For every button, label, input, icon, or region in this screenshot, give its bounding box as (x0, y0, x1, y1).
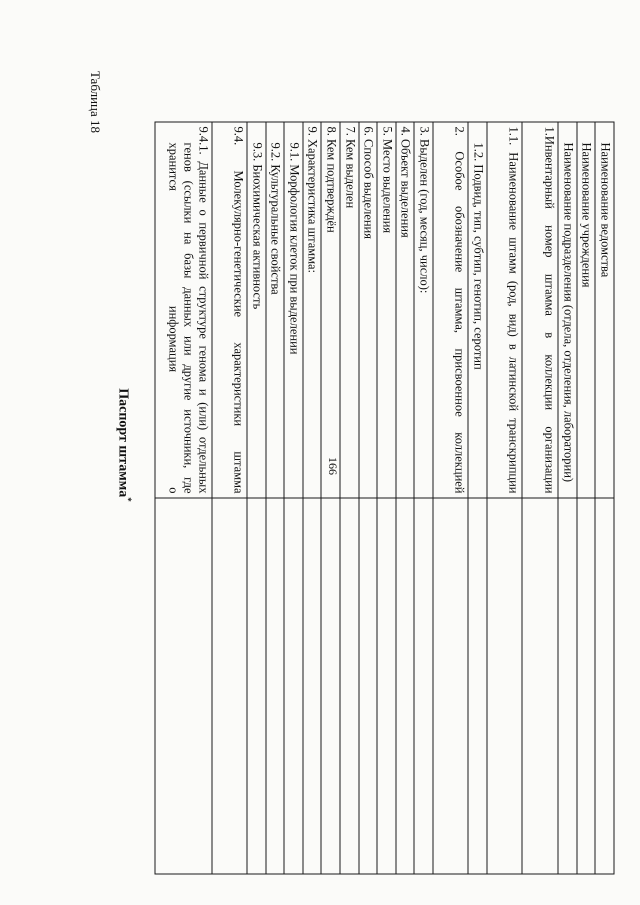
row-value-molecular-genetic (212, 498, 248, 874)
table-row (414, 122, 433, 874)
row-value-cultural-properties (266, 498, 285, 874)
row-value-strain-characteristics (303, 498, 322, 874)
row-label-isolation-object: 4. Объект выделения (396, 122, 415, 498)
table-row (284, 122, 303, 874)
table-row (558, 122, 577, 874)
table-row (595, 122, 614, 874)
table-row (155, 122, 212, 874)
row-value-genome-structure (155, 498, 212, 874)
row-value-confirmed-by (321, 498, 340, 874)
row-label-confirmed-by: 8. Кем подтверждён (321, 122, 340, 498)
row-label-isolation-method: 6. Способ выделения (359, 122, 378, 498)
row-label-genome-structure: 9.4.1. Данные о первичной структуре генома и (или) отдельных генов (ссылки на базы данных или другие источники, где хранится информация о (155, 122, 212, 498)
row-value-inventory-number (522, 498, 558, 874)
row-label-isolation-place: 5. Место выделения (377, 122, 396, 498)
row-value-agency (595, 498, 614, 874)
table-row (433, 122, 469, 874)
table-row (396, 122, 415, 874)
page-number: 166 (326, 457, 340, 475)
row-value-institution (577, 498, 596, 874)
table-label: Таблица 18 (88, 70, 103, 134)
table-row (212, 122, 248, 874)
table-row (340, 122, 359, 874)
row-value-biochemical-activity (247, 498, 266, 874)
row-value-isolation-place (377, 498, 396, 874)
row-label-department: Наименование подразделения (отдела, отделения, лаборатории) (558, 122, 577, 498)
table-row (377, 122, 396, 874)
row-label-inventory-number: 1.Инвентарный номер штамма в коллекции организации (522, 122, 558, 498)
table-row (359, 122, 378, 874)
document-title (115, 385, 137, 505)
table-row (468, 122, 487, 874)
table-row (247, 122, 266, 874)
row-label-biochemical-activity: 9.3. Биохимическая активность (247, 122, 266, 498)
row-value-isolation-date (414, 498, 433, 874)
row-label-cultural-properties: 9.2. Культуральные свойства (266, 122, 285, 498)
table-row (487, 122, 523, 874)
table-row (577, 122, 596, 874)
footnote-mark: * (123, 497, 133, 502)
row-label-subspecies: 1.2. Подвид, тип, субтип, генотип, серотип (468, 122, 487, 498)
row-label-agency: Наименование ведомства (595, 122, 614, 498)
row-label-cell-morphology: 9.1. Морфология клеток при выделении (284, 122, 303, 498)
row-value-strain-name (487, 498, 523, 874)
row-value-cell-morphology (284, 498, 303, 874)
row-label-molecular-genetic: 9.4. Молекулярно-генетические характеристики штамма (212, 122, 248, 498)
row-value-isolated-by (340, 498, 359, 874)
row-label-isolated-by: 7. Кем выделен (340, 122, 359, 498)
row-value-isolation-object (396, 498, 415, 874)
row-value-special-designation (433, 498, 469, 874)
row-value-subspecies (468, 498, 487, 874)
row-label-strain-characteristics: 9. Характеристика штамма: (303, 122, 322, 498)
table-row (321, 122, 340, 874)
row-label-isolation-date: 3. Выделен (год, месяц, число): (414, 122, 433, 498)
row-label-special-designation: 2. Особое обозначение штамма, присвоенное коллекцией (433, 122, 469, 498)
row-value-department (558, 498, 577, 874)
table-row (522, 122, 558, 874)
row-label-strain-name: 1.1. Наименование штамм (род, вид) в латинской транскрипции (487, 122, 523, 498)
row-value-isolation-method (359, 498, 378, 874)
document-title-text: Паспорт штамма (115, 388, 131, 498)
table-row (266, 122, 285, 874)
strain-passport-table (155, 122, 615, 875)
table-row (303, 122, 322, 874)
row-label-institution: Наименование учреждения (577, 122, 596, 498)
